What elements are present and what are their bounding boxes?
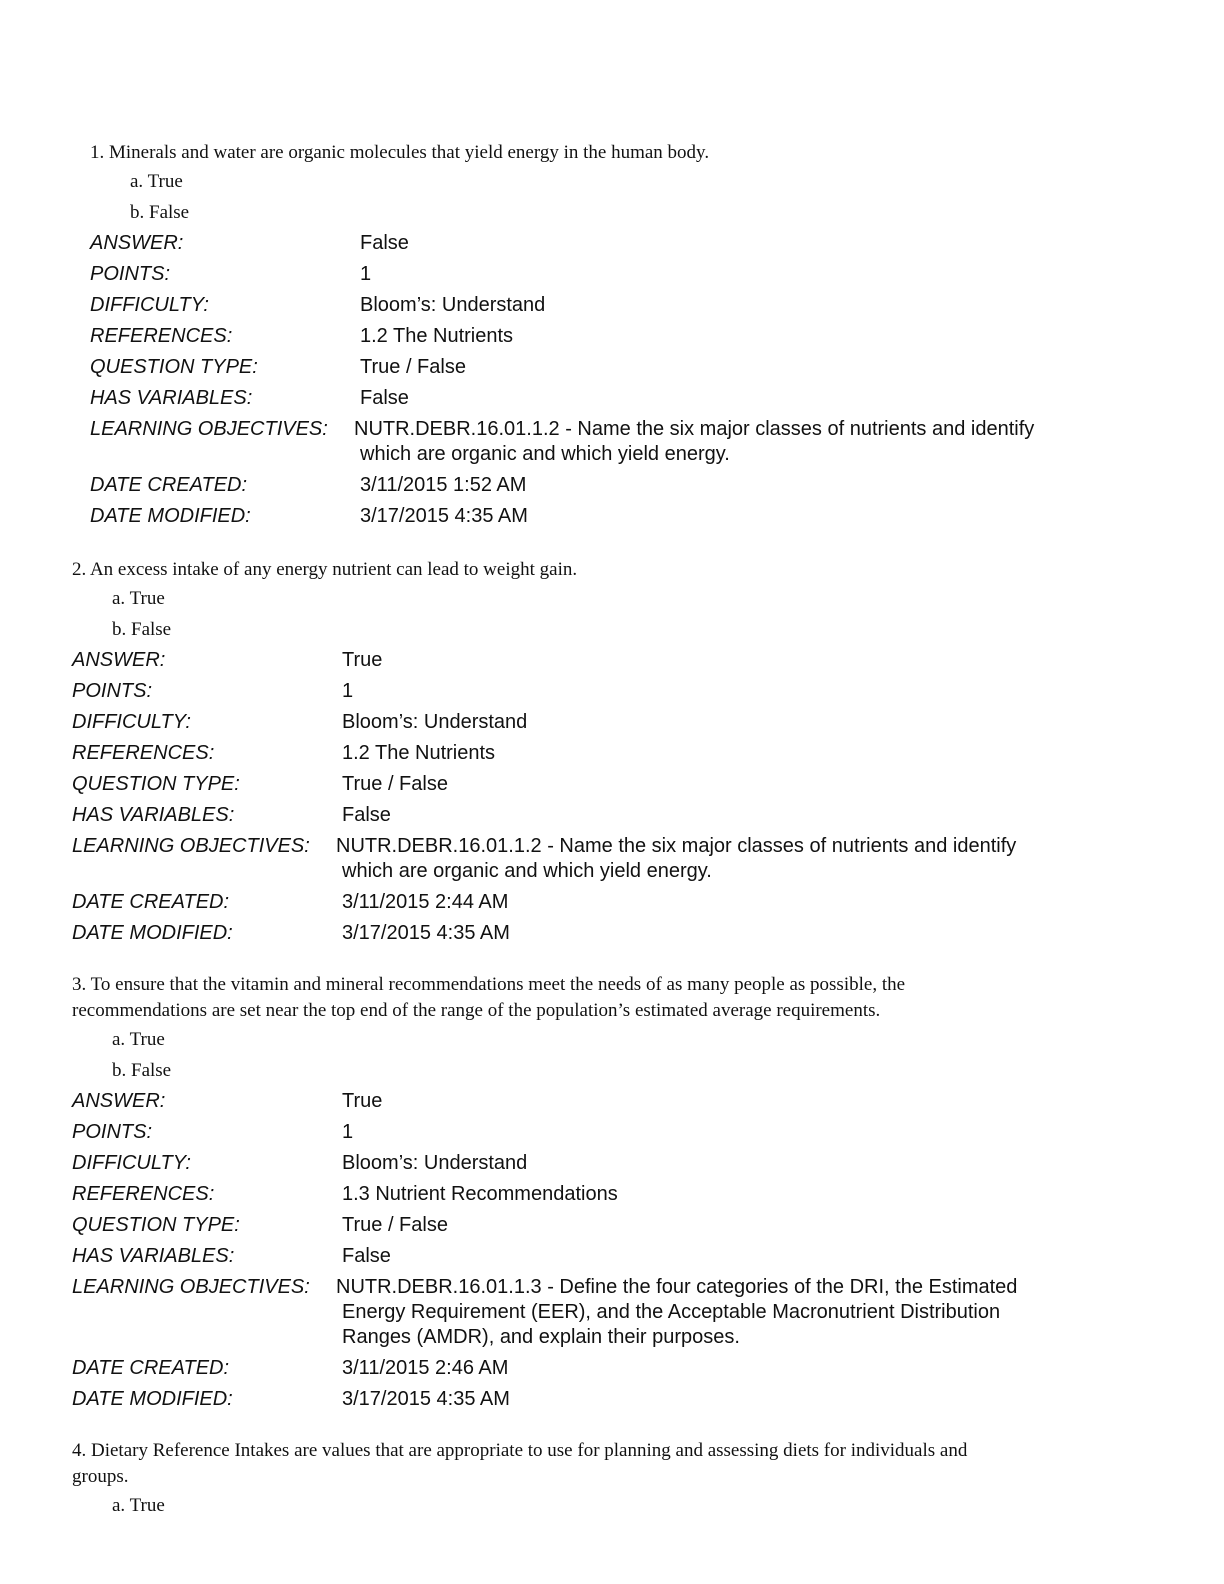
points-label: POINTS:: [72, 680, 153, 702]
question-text-line: 3. To ensure that the vitamin and mineral recommendations meet the needs of as many people as possible, the: [72, 974, 906, 995]
date-created-value: 3/11/2015 1:52 AM: [360, 474, 527, 496]
difficulty-label: DIFFICULTY:: [90, 294, 209, 316]
learning-objectives-value: [336, 831, 1086, 887]
date-created-label: DATE CREATED:: [72, 1357, 230, 1379]
option-a: a. True: [130, 171, 183, 192]
date-modified-value: 3/17/2015 4:35 AM: [360, 505, 528, 527]
answer-value: True: [342, 649, 383, 671]
option-a: a. True: [112, 1495, 165, 1516]
has-variables-value: False: [342, 1245, 391, 1267]
question-type-label: QUESTION TYPE:: [72, 1214, 240, 1236]
difficulty-label: DIFFICULTY:: [72, 711, 191, 733]
learning-objectives-line: Energy Requirement (EER), and the Acceptable Macronutrient Distribution: [342, 1301, 1001, 1323]
date-created-label: DATE CREATED:: [72, 891, 230, 913]
difficulty-value: Bloom’s: Understand: [360, 294, 546, 316]
question-text-line: groups.: [72, 1466, 129, 1487]
has-variables-label: HAS VARIABLES:: [72, 1245, 235, 1267]
difficulty-label: DIFFICULTY:: [72, 1152, 191, 1174]
date-modified-value: 3/17/2015 4:35 AM: [342, 922, 510, 944]
question-metadata: [72, 1086, 1092, 1415]
question-text: 1. Minerals and water are organic molecules that yield energy in the human body.: [90, 142, 710, 163]
date-created-value: 3/11/2015 2:46 AM: [342, 1357, 509, 1379]
answer-label: ANSWER:: [90, 232, 184, 254]
option-b: b. False: [112, 1060, 172, 1081]
question-text-line: recommendations are set near the top end of the range of the population’s estimated average requirements.: [72, 1000, 881, 1021]
references-value: 1.2 The Nutrients: [342, 742, 496, 764]
question-3: [72, 972, 1092, 1415]
difficulty-value: Bloom’s: Understand: [342, 1152, 528, 1174]
has-variables-label: HAS VARIABLES:: [72, 804, 235, 826]
question-type-value: True / False: [342, 1214, 448, 1236]
option-b: b. False: [130, 202, 190, 223]
learning-objectives-line: Ranges (AMDR), and explain their purposes.: [342, 1326, 740, 1348]
option-b: b. False: [112, 619, 172, 640]
answer-value: False: [360, 232, 409, 254]
references-value: 1.2 The Nutrients: [360, 325, 514, 347]
learning-objectives-line: which are organic and which yield energy.: [342, 860, 712, 882]
points-value: 1: [342, 1121, 354, 1143]
question-2: [72, 557, 1092, 949]
question-type-value: True / False: [342, 773, 448, 795]
date-modified-label: DATE MODIFIED:: [72, 1388, 233, 1410]
date-modified-label: DATE MODIFIED:: [72, 922, 233, 944]
question-type-label: QUESTION TYPE:: [90, 356, 258, 378]
option-a: a. True: [112, 588, 165, 609]
points-label: POINTS:: [90, 263, 171, 285]
question-metadata: [72, 645, 1092, 949]
points-label: POINTS:: [72, 1121, 153, 1143]
references-label: REFERENCES:: [72, 742, 215, 764]
question-type-label: QUESTION TYPE:: [72, 773, 240, 795]
has-variables-label: HAS VARIABLES:: [90, 387, 253, 409]
question-metadata: [90, 228, 1110, 532]
question-1: [90, 140, 1110, 532]
points-value: 1: [342, 680, 354, 702]
question-4: [72, 1438, 967, 1521]
learning-objectives-line: NUTR.DEBR.16.01.1.2 - Name the six major classes of nutrients and identify: [354, 418, 1035, 440]
question-text: 2. An excess intake of any energy nutrient can lead to weight gain.: [72, 559, 578, 580]
references-label: REFERENCES:: [72, 1183, 215, 1205]
points-value: 1: [360, 263, 372, 285]
learning-objectives-label: LEARNING OBJECTIVES:: [72, 1276, 310, 1298]
learning-objectives-label: LEARNING OBJECTIVES:: [72, 835, 310, 857]
has-variables-value: False: [342, 804, 391, 826]
learning-objectives-line: NUTR.DEBR.16.01.1.2 - Name the six major classes of nutrients and identify: [336, 835, 1017, 857]
learning-objectives-value: [354, 414, 1104, 470]
question-text: [72, 1438, 967, 1490]
answer-label: ANSWER:: [72, 649, 166, 671]
date-created-value: 3/11/2015 2:44 AM: [342, 891, 509, 913]
date-modified-value: 3/17/2015 4:35 AM: [342, 1388, 510, 1410]
learning-objectives-label: LEARNING OBJECTIVES:: [90, 418, 328, 440]
answer-label: ANSWER:: [72, 1090, 166, 1112]
difficulty-value: Bloom’s: Understand: [342, 711, 528, 733]
option-a: a. True: [112, 1029, 165, 1050]
date-modified-label: DATE MODIFIED:: [90, 505, 251, 527]
question-type-value: True / False: [360, 356, 466, 378]
references-label: REFERENCES:: [90, 325, 233, 347]
question-text-line: 4. Dietary Reference Intakes are values that are appropriate to use for planning and assessing diets for individuals and: [72, 1440, 968, 1461]
has-variables-value: False: [360, 387, 409, 409]
learning-objectives-value: [336, 1272, 1086, 1353]
date-created-label: DATE CREATED:: [90, 474, 248, 496]
question-text: [72, 972, 1092, 1024]
learning-objectives-line: which are organic and which yield energy.: [360, 443, 730, 465]
answer-value: True: [342, 1090, 383, 1112]
references-value: 1.3 Nutrient Recommendations: [342, 1183, 618, 1205]
learning-objectives-line: NUTR.DEBR.16.01.1.3 - Define the four categories of the DRI, the Estimated: [336, 1276, 1018, 1298]
